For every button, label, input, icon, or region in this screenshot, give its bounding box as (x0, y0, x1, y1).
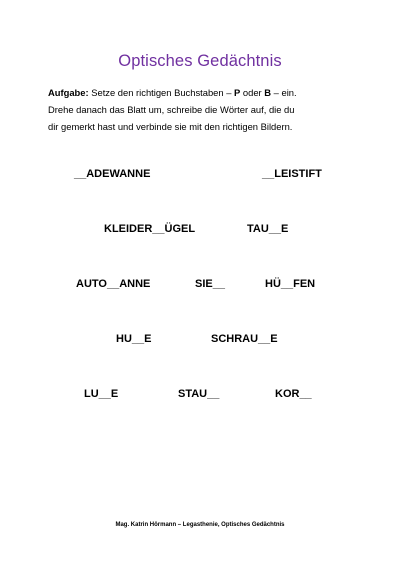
word-autopanne: AUTO__ANNE (76, 278, 151, 290)
word-schraube: SCHRAU__E (211, 333, 278, 345)
word-leistift: __LEISTIFT (262, 168, 322, 180)
task-instructions (48, 84, 358, 135)
word-sieb: SIE__ (195, 278, 225, 290)
word-taube: TAU__E (247, 223, 289, 235)
task-label: Aufgabe: (48, 87, 89, 98)
task-text-c: – ein. (271, 87, 297, 98)
word-huepfen: HÜ__FEN (265, 278, 316, 290)
task-line-2: Drehe danach das Blatt um, schreibe die Wörter auf, die du (48, 104, 295, 115)
letter-b: B (264, 87, 272, 98)
word-kleiderbuegel: KLEIDER__ÜGEL (104, 223, 196, 235)
word-korb: KOR__ (275, 388, 312, 400)
word-staub: STAU__ (178, 388, 220, 400)
page-footer: Mag. Katrin Hörmann – Legasthenie, Optisches Gedächtnis (115, 522, 285, 528)
task-line-1 (48, 84, 358, 101)
letter-p: P (234, 87, 241, 98)
page-title: Optisches Gedächtnis (118, 52, 282, 70)
task-text-b: oder (240, 87, 265, 98)
task-line-3: dir gemerkt hast und verbinde sie mit den richtigen Bildern. (48, 121, 293, 132)
word-hupe: HU__E (116, 333, 152, 345)
word-adewanne: __ADEWANNE (74, 168, 151, 180)
task-text-a: Setze den richtigen Buchstaben – (88, 87, 235, 98)
word-lupe: LU__E (84, 388, 119, 400)
